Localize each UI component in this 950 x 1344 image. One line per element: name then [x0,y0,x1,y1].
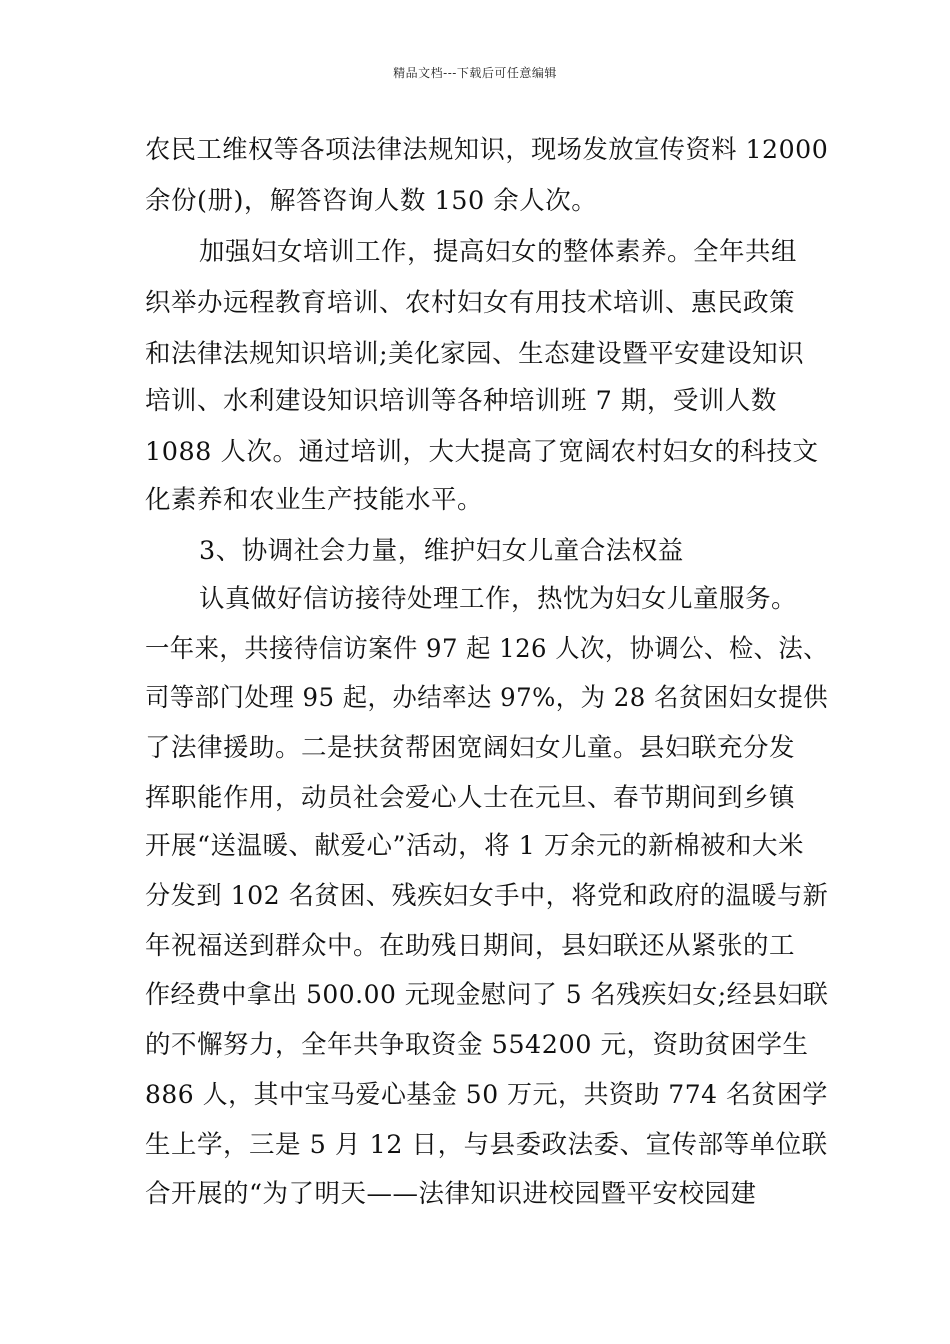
text-line: 和法律法规知识培训;美化家园、生态建设暨平安建设知识 [145,339,805,369]
text-line: 作经费中拿出 500.00 元现金慰问了 5 名残疾妇女;经县妇联 [145,980,829,1010]
text-line: 年祝福送到群众中。在助残日期间，县妇联还从紧张的工 [145,931,796,961]
text-line: 一年来，共接待信访案件 97 起 126 人次，协调公、检、法、 [145,634,829,664]
text-line: 农民工维权等各项法律法规知识，现场发放宣传资料 12000 [145,135,829,165]
text-line: 生上学，三是 5 月 12 日，与县委政法委、宣传部等单位联 [145,1130,828,1160]
text-line: 司等部门处理 95 起，办结率达 97%，为 28 名贫困妇女提供 [145,683,829,713]
page-header: 精品文档---下载后可任意编辑 [393,66,557,80]
text-line: 开展“送温暖、献爱心”活动，将 1 万余元的新棉被和大米 [145,831,805,861]
text-line: 余份(册)，解答咨询人数 150 余人次。 [145,186,598,216]
text-line: 挥职能作用，动员社会爱心人士在元旦、春节期间到乡镇 [145,783,796,813]
text-line: 了法律援助。二是扶贫帮困宽阔妇女儿童。县妇联充分发 [145,733,796,763]
text-line: 分发到 102 名贫困、残疾妇女手中，将党和政府的温暖与新 [145,881,829,911]
text-line: 886 人，其中宝马爱心基金 50 万元，共资助 774 名贫困学 [145,1080,828,1110]
text-line: 化素养和农业生产技能水平。 [145,485,484,515]
section-heading: 3、协调社会力量，维护妇女儿童合法权益 [199,536,684,566]
paragraph-start-line: 认真做好信访接待处理工作，热忱为妇女儿童服务。 [199,584,798,614]
text-line: 培训、水利建设知识培训等各种培训班 7 期，受训人数 [145,386,777,416]
paragraph-start-line: 加强妇女培训工作，提高妇女的整体素养。全年共组 [199,237,798,267]
text-line: 1088 人次。通过培训，大大提高了宽阔农村妇女的科技文 [145,437,819,467]
text-line: 织举办远程教育培训、农村妇女有用技术培训、惠民政策 [145,288,796,318]
text-line: 合开展的“为了明天——法律知识进校园暨平安校园建 [145,1179,757,1209]
text-line: 的不懈努力，全年共争取资金 554200 元，资助贫困学生 [145,1030,809,1060]
